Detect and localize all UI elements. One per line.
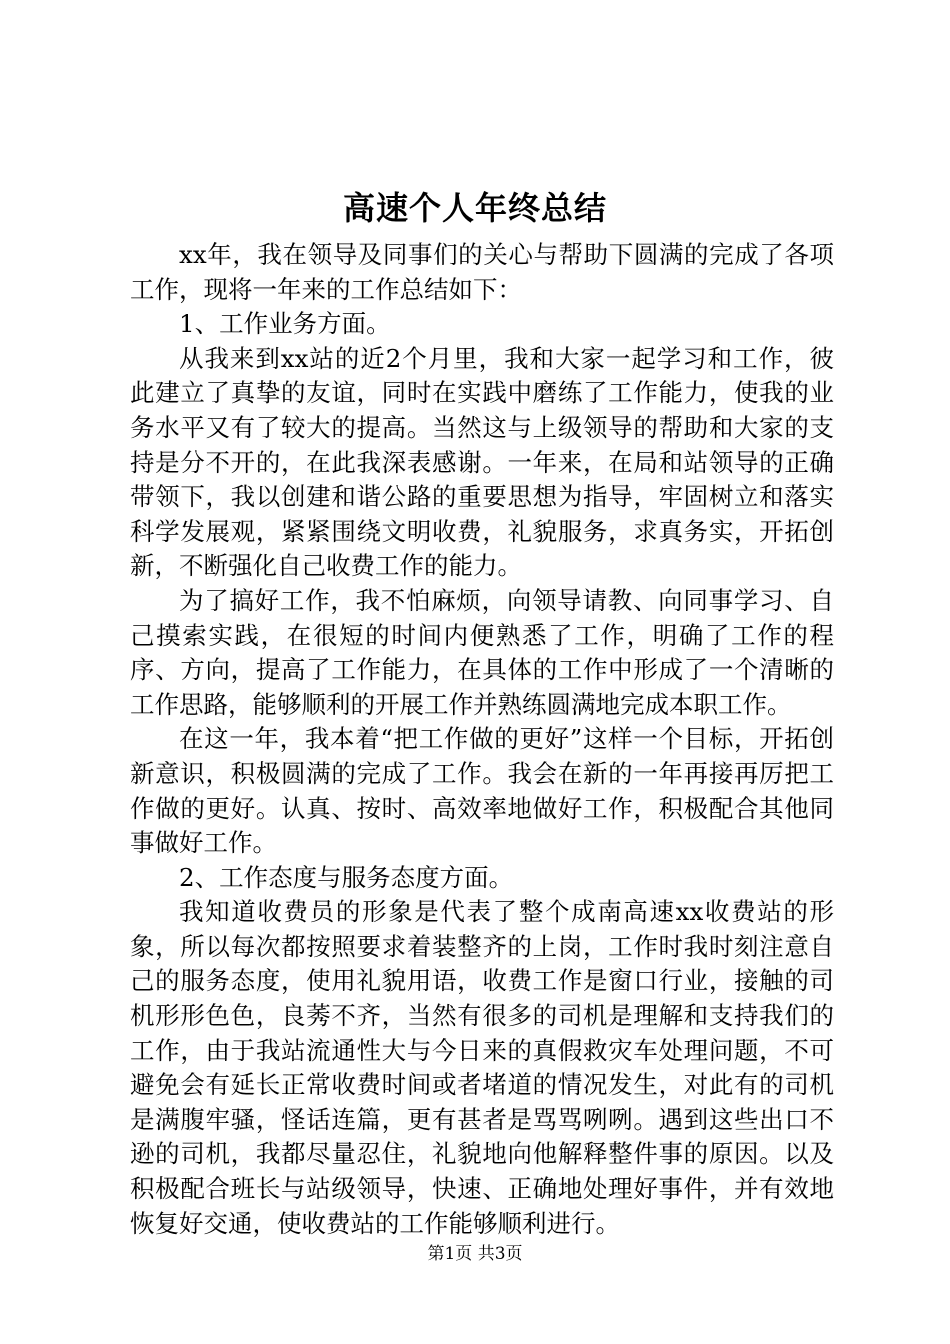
paragraph-intro: xx年，我在领导及同事们的关心与帮助下圆满的完成了各项工作，现将一年来的工作总结如下： bbox=[130, 240, 834, 304]
section-heading-1: 1、工作业务方面。 bbox=[179, 309, 391, 339]
document-title: 高速个人年终总结 bbox=[342, 189, 607, 227]
paragraph-section1-a: 从我来到xx站的近2个月里，我和大家一起学习和工作，彼此建立了真挚的友谊，同时在实践中磨练了工作能力，使我的业务水平又有了较大的提高。当然这与上级领导的帮助和大家的支持是分不开的，在此我深表感谢。一年来，在局和站领导的正确带领下，我以创建和谐公路的重要思想为指导，牢固树立和落实科学发展观，紧紧围绕文明收费，礼貌服务，求真务实，开拓创新，不断强化自己收费工作的能力。 bbox=[130, 343, 834, 581]
paragraph-section1-b: 为了搞好工作，我不怕麻烦，向领导请教、向同事学习、自己摸索实践，在很短的时间内便熟悉了工作，明确了工作的程序、方向，提高了工作能力，在具体的工作中形成了一个清晰的工作思路，能够顺利的开展工作并熟练圆满地完成本职工作。 bbox=[130, 585, 834, 719]
document-body bbox=[130, 238, 834, 1241]
page-footer: 第1页 共3页 bbox=[427, 1244, 523, 1264]
section-heading-2: 2、工作态度与服务态度方面。 bbox=[179, 862, 514, 892]
paragraph-section2-a: 我知道收费员的形象是代表了整个成南高速xx收费站的形象，所以每次都按照要求着装整齐的上岗，工作时我时刻注意自己的服务态度，使用礼貌用语，收费工作是窗口行业，接触的司机形形色色，良莠不齐，当然有很多的司机是理解和支持我们的工作，由于我站流通性大与今日来的真假救灾车处理问题，不可避免会有延长正常收费时间或者堵道的情况发生，对此有的司机是满腹牢骚，怪话连篇，更有甚者是骂骂咧咧。遇到这些出口不逊的司机，我都尽量忍住，礼貌地向他解释整件事的原因。以及积极配合班长与站级领导，快速、正确地处理好事件，并有效地恢复好交通，使收费站的工作能够顺利进行。 bbox=[130, 897, 834, 1238]
paragraph-section1-c: 在这一年，我本着“把工作做的更好”这样一个目标，开拓创新意识，积极圆满的完成了工作。我会在新的一年再接再厉把工作做的更好。认真、按时、高效率地做好工作，积极配合其他同事做好工作。 bbox=[130, 724, 834, 858]
